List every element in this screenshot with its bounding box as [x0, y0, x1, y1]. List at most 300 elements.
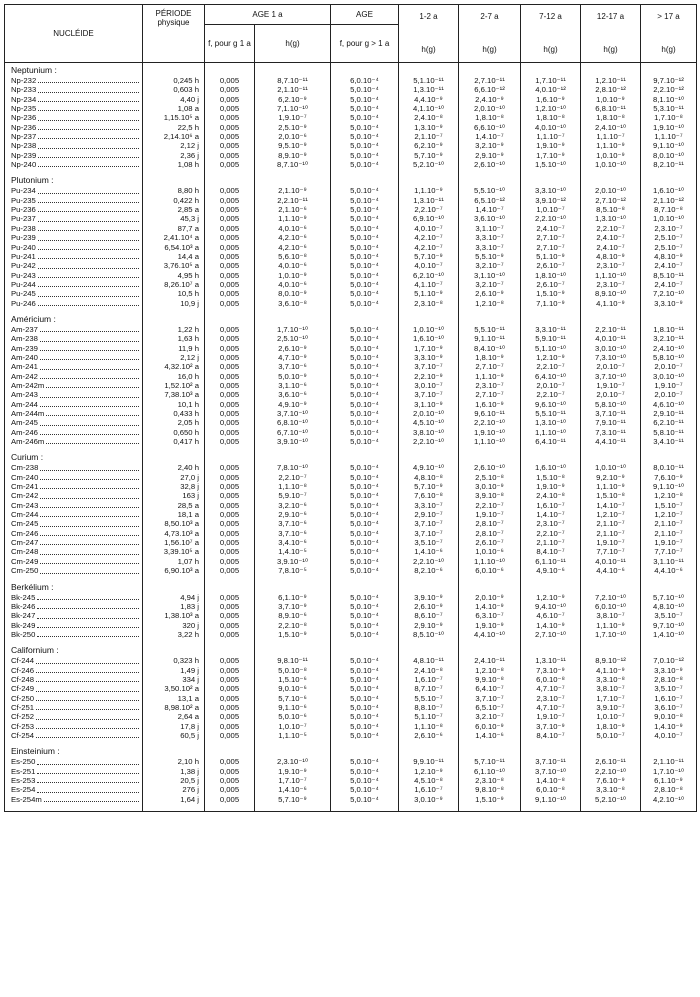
nuclide-cell [5, 463, 143, 472]
empty-cell [255, 744, 331, 757]
hg-1-2-cell: 8,7.10⁻⁷ [399, 684, 459, 693]
hg-1-2-cell: 2,9.10⁻⁹ [399, 621, 459, 630]
nuclide-cell [5, 325, 143, 334]
hg-12-17-cell: 2,0.10⁻⁷ [581, 390, 641, 399]
hg-12-17-cell: 1,3.10⁻¹⁰ [581, 214, 641, 223]
empty-cell [521, 580, 581, 593]
hg-1-2-cell: 6,9.10⁻¹⁰ [399, 214, 459, 223]
f1-cell: 0,005 [205, 233, 255, 242]
nuclide-name: Cm-248 [11, 547, 39, 557]
nuclide-name: Bk-249 [11, 620, 36, 630]
hg-12-17-cell: 1,8.10⁻⁸ [581, 113, 641, 122]
period-cell: 1,38 j [143, 767, 205, 776]
nuclide-name: Pu-239 [11, 233, 36, 243]
empty-cell [581, 643, 641, 656]
hg-17-cell: 1,9.10⁻⁷ [641, 538, 697, 547]
nuclide-name: Am-242 [11, 371, 38, 381]
f2-cell: 5,0.10⁻⁴ [331, 473, 399, 482]
table-row [5, 113, 697, 122]
nuclide-cell [5, 151, 143, 160]
hg1-cell: 6,1.10⁻⁹ [255, 593, 331, 602]
table-row [5, 767, 697, 776]
empty-cell [399, 173, 459, 186]
period-cell: 11,9 h [143, 344, 205, 353]
nuclide-cell [5, 353, 143, 362]
f2-cell: 5,0.10⁻⁴ [331, 95, 399, 104]
f2-cell: 5,0.10⁻⁴ [331, 325, 399, 334]
f1-cell: 0,005 [205, 334, 255, 343]
f2-cell: 5,0.10⁻⁴ [331, 593, 399, 602]
hg-2-7-cell: 2,5.10⁻⁸ [459, 473, 521, 482]
hg-1-2-cell: 3,7.10⁻⁷ [399, 529, 459, 538]
nuclide-cell [5, 675, 143, 684]
hg-7-12-cell: 2,1.10⁻⁷ [521, 538, 581, 547]
hg-17-cell: 3,5.10⁻⁷ [641, 611, 697, 620]
nuclide-cell [5, 271, 143, 280]
hg-2-7-cell: 3,9.10⁻⁸ [459, 491, 521, 500]
nuclide-cell [5, 362, 143, 371]
hg-12-17-cell: 3,3.10⁻⁸ [581, 785, 641, 794]
hg-2-7-cell: 9,8.10⁻⁸ [459, 785, 521, 794]
hg-7-12-cell: 1,8.10⁻¹⁰ [521, 271, 581, 280]
f2-cell: 5,0.10⁻⁴ [331, 252, 399, 261]
period-cell: 2,40 h [143, 463, 205, 472]
hg-7-12-cell: 3,3.10⁻¹⁰ [521, 186, 581, 195]
f2-cell: 5,0.10⁻⁴ [331, 731, 399, 740]
nuclide-cell [5, 712, 143, 721]
nuclide-name: Am-239 [11, 343, 38, 353]
hg-2-7-cell: 6,1.10⁻¹⁰ [459, 767, 521, 776]
hg-7-12-cell: 3,3.10⁻¹¹ [521, 325, 581, 334]
hg-7-12-cell: 9,4.10⁻¹⁰ [521, 602, 581, 611]
dot-leader [37, 773, 139, 774]
f2-cell: 5,0.10⁻⁴ [331, 113, 399, 122]
f1-cell: 0,005 [205, 224, 255, 233]
dot-leader [37, 782, 139, 783]
f1-cell: 0,005 [205, 621, 255, 630]
hg-7-12-cell: 6,4.10⁻¹⁰ [521, 372, 581, 381]
period-cell: 2,05 h [143, 418, 205, 427]
nuclide-cell [5, 214, 143, 223]
nuclide-cell [5, 289, 143, 298]
hg1-cell: 2,2.10⁻⁸ [255, 621, 331, 630]
table-row [5, 280, 697, 289]
hg-1-2-cell: 1,6.10⁻⁷ [399, 675, 459, 684]
hg-12-17-cell: 4,4.10⁻¹¹ [581, 437, 641, 446]
hg-12-17-cell: 7,3.10⁻¹⁰ [581, 353, 641, 362]
f2-cell: 5,0.10⁻⁴ [331, 785, 399, 794]
f2-cell: 5,0.10⁻⁴ [331, 224, 399, 233]
hg-2-7-cell: 3,2.10⁻⁷ [459, 280, 521, 289]
f1-cell: 0,005 [205, 243, 255, 252]
period-cell: 4,73.10³ a [143, 529, 205, 538]
dot-leader [40, 573, 139, 574]
hg-17-cell: 7,0.10⁻¹² [641, 656, 697, 665]
hg-17-cell: 8,0.10⁻¹¹ [641, 463, 697, 472]
nuclide-cell [5, 132, 143, 141]
hg-1-2-cell: 3,0.10⁻⁹ [399, 795, 459, 804]
f2-cell: 5,0.10⁻⁴ [331, 722, 399, 731]
hg-7-12-cell: 1,7.10⁻¹¹ [521, 76, 581, 85]
table-row [5, 703, 697, 712]
hg-17-cell: 9,7.10⁻¹² [641, 76, 697, 85]
hg1-cell: 2,2.10⁻⁷ [255, 473, 331, 482]
hg-7-12-cell: 2,6.10⁻⁷ [521, 280, 581, 289]
hg-1-2-cell: 7,6.10⁻⁸ [399, 491, 459, 500]
nuclide-name: Es-253 [11, 776, 36, 785]
hg-17-cell: 9,1.10⁻¹⁰ [641, 141, 697, 150]
nuclide-name: Np-236 [11, 122, 37, 132]
empty-cell [255, 643, 331, 656]
hg-12-17-cell: 2,4.10⁻⁷ [581, 233, 641, 242]
hg1-cell: 6,7.10⁻¹⁰ [255, 428, 331, 437]
dot-leader [46, 387, 139, 388]
empty-cell [581, 744, 641, 757]
dot-leader [46, 443, 139, 444]
empty-cell [459, 580, 521, 593]
hg-2-7-cell: 1,1.10⁻⁹ [459, 372, 521, 381]
hg-7-12-cell: 1,4.10⁻⁸ [521, 776, 581, 785]
dot-leader [36, 709, 139, 710]
f1-cell: 0,005 [205, 538, 255, 547]
hg1-cell: 1,0.10⁻⁷ [255, 722, 331, 731]
hg-7-12-cell: 5,5.10⁻¹¹ [521, 409, 581, 418]
hg-1-2-cell: 4,5.10⁻¹⁰ [399, 418, 459, 427]
period-cell: 60,5 j [143, 731, 205, 740]
f1-cell: 0,005 [205, 325, 255, 334]
hg-2-7-cell: 6,0.10⁻⁶ [459, 566, 521, 575]
empty-cell [205, 450, 255, 463]
hg-1-2-cell: 4,9.10⁻¹⁰ [399, 463, 459, 472]
f2-cell: 5,0.10⁻⁴ [331, 656, 399, 665]
period-cell: 2,12 j [143, 353, 205, 362]
f2-cell: 5,0.10⁻⁴ [331, 501, 399, 510]
nuclide-cell [5, 85, 143, 94]
period-cell: 2,41.10⁴ a [143, 233, 205, 242]
header-age-12-17 [581, 5, 641, 63]
f1-cell: 0,005 [205, 214, 255, 223]
table-row [5, 132, 697, 141]
table-row [5, 261, 697, 270]
hg1-cell: 1,1.10⁻⁹ [255, 214, 331, 223]
hg-1-2-cell: 2,1.10⁻⁷ [399, 132, 459, 141]
hg-12-17-cell: 6,8.10⁻¹¹ [581, 104, 641, 113]
dot-leader [40, 563, 139, 564]
empty-cell [521, 450, 581, 463]
f1-cell: 0,005 [205, 353, 255, 362]
empty-cell [331, 744, 399, 757]
dot-leader [37, 792, 139, 793]
f1-cell: 0,005 [205, 557, 255, 566]
hg-1-2-cell: 1,1.10⁻⁹ [399, 186, 459, 195]
f1-cell: 0,005 [205, 252, 255, 261]
header-hg: h(g) [543, 44, 558, 54]
table-row [5, 437, 697, 446]
nuclide-name: Pu-244 [11, 279, 36, 289]
hg-12-17-cell: 4,4.10⁻⁶ [581, 566, 641, 575]
hg-1-2-cell: 8,8.10⁻⁷ [399, 703, 459, 712]
empty-cell [641, 580, 697, 593]
hg-2-7-cell: 2,8.10⁻⁷ [459, 529, 521, 538]
hg-2-7-cell: 9,9.10⁻⁸ [459, 675, 521, 684]
f2-cell: 5,0.10⁻⁴ [331, 428, 399, 437]
nuclide-name: Pu-236 [11, 205, 36, 215]
f2-cell: 5,0.10⁻⁴ [331, 141, 399, 150]
f2-cell: 5,0.10⁻⁴ [331, 289, 399, 298]
hg-7-12-cell: 1,8.10⁻⁸ [521, 113, 581, 122]
document-page [4, 4, 696, 989]
empty-cell [331, 580, 399, 593]
nuclide-name: Cf-251 [11, 702, 35, 712]
dot-leader [40, 378, 139, 379]
nuclide-cell [5, 390, 143, 399]
table-row [5, 482, 697, 491]
dot-leader [40, 341, 139, 342]
empty-cell [521, 312, 581, 325]
hg1-cell: 5,9.10⁻⁷ [255, 491, 331, 500]
nuclide-cell [5, 482, 143, 491]
hg-12-17-cell: 1,7.10⁻⁷ [581, 694, 641, 703]
header-age-label: 1-2 a [419, 11, 438, 21]
dot-leader [40, 479, 139, 480]
hg1-cell: 4,2.10⁻⁶ [255, 243, 331, 252]
dot-leader [38, 120, 139, 121]
hg-17-cell: 7,7.10⁻⁷ [641, 547, 697, 556]
hg1-cell: 3,2.10⁻⁶ [255, 501, 331, 510]
empty-cell [641, 643, 697, 656]
hg-17-cell: 5,8.10⁻¹¹ [641, 428, 697, 437]
hg-2-7-cell: 2,9.10⁻⁹ [459, 151, 521, 160]
hg1-cell: 2,9.10⁻⁶ [255, 510, 331, 519]
hg-17-cell: 1,7.10⁻¹⁰ [641, 767, 697, 776]
hg-12-17-cell: 5,0.10⁻⁷ [581, 731, 641, 740]
hg-2-7-cell: 2,0.10⁻⁹ [459, 593, 521, 602]
hg-2-7-cell: 3,2.10⁻⁷ [459, 712, 521, 721]
nuclide-cell [5, 611, 143, 620]
hg-7-12-cell: 1,7.10⁻⁹ [521, 151, 581, 160]
hg1-cell: 3,4.10⁻⁶ [255, 538, 331, 547]
group-name: Berkélium : [5, 580, 143, 593]
hg-12-17-cell: 4,0.10⁻¹¹ [581, 334, 641, 343]
hg-7-12-cell: 2,6.10⁻⁷ [521, 261, 581, 270]
hg-12-17-cell: 1,1.10⁻⁹ [581, 482, 641, 491]
period-cell: 1,22 h [143, 325, 205, 334]
hg-1-2-cell: 3,7.10⁻⁷ [399, 519, 459, 528]
table-row [5, 325, 697, 334]
f1-cell: 0,005 [205, 409, 255, 418]
empty-cell [331, 643, 399, 656]
f1-cell: 0,005 [205, 151, 255, 160]
nuclide-cell [5, 557, 143, 566]
dot-leader [36, 691, 139, 692]
dot-leader [40, 470, 139, 471]
nuclide-name: Es-254 [11, 785, 36, 795]
nuclide-cell [5, 767, 143, 776]
empty-cell [205, 808, 255, 812]
f1-cell: 0,005 [205, 261, 255, 270]
f2-cell: 5,0.10⁻⁴ [331, 400, 399, 409]
period-cell: 1,38.10³ a [143, 611, 205, 620]
hg-2-7-cell: 2,2.10⁻¹⁰ [459, 418, 521, 427]
empty-cell [399, 312, 459, 325]
hg-17-cell: 3,4.10⁻¹¹ [641, 437, 697, 446]
table-row [5, 602, 697, 611]
nuclide-name: Cm-247 [11, 538, 39, 548]
nuclide-name: Am-243 [11, 390, 38, 400]
hg-1-2-cell: 2,6.10⁻⁹ [399, 602, 459, 611]
period-cell: 3,76.10⁵ a [143, 261, 205, 270]
f2-cell: 5,0.10⁻⁴ [331, 630, 399, 639]
f2-cell: 5,0.10⁻⁴ [331, 529, 399, 538]
hg-2-7-cell: 5,5.10⁻¹⁰ [459, 186, 521, 195]
hg1-cell: 5,0.10⁻⁸ [255, 666, 331, 675]
hg-2-7-cell: 2,4.10⁻¹¹ [459, 656, 521, 665]
f1-cell: 0,005 [205, 666, 255, 675]
f1-cell: 0,005 [205, 712, 255, 721]
header-hg: h(g) [603, 44, 618, 54]
f2-cell: 5,0.10⁻⁴ [331, 299, 399, 308]
f2-cell: 5,0.10⁻⁴ [331, 491, 399, 500]
hg-17-cell: 1,6.10⁻⁷ [641, 694, 697, 703]
header-age-7-12 [521, 5, 581, 63]
f2-cell: 5,0.10⁻⁴ [331, 104, 399, 113]
hg1-cell: 4,0.10⁻⁶ [255, 224, 331, 233]
dot-leader [38, 258, 139, 259]
hg-7-12-cell: 2,7.10⁻⁷ [521, 233, 581, 242]
hg-1-2-cell: 2,2.10⁻⁹ [399, 372, 459, 381]
hg-1-2-cell: 9,9.10⁻¹¹ [399, 757, 459, 766]
dot-leader [38, 166, 139, 167]
nuclide-name: Cm-243 [11, 500, 39, 510]
hg-17-cell: 4,8.10⁻⁹ [641, 252, 697, 261]
f2-cell: 5,0.10⁻⁴ [331, 381, 399, 390]
hg1-cell: 1,7.10⁻⁷ [255, 776, 331, 785]
hg1-cell: 1,9.10⁻⁷ [255, 113, 331, 122]
hg-1-2-cell: 1,2.10⁻⁹ [399, 767, 459, 776]
hg-1-2-cell: 1,7.10⁻⁹ [399, 344, 459, 353]
dot-leader [36, 737, 139, 738]
hg-17-cell: 4,0.10⁻⁷ [641, 731, 697, 740]
nuclide-cell [5, 196, 143, 205]
hg-7-12-cell: 3,9.10⁻¹² [521, 196, 581, 205]
hg-1-2-cell: 4,0.10⁻⁷ [399, 261, 459, 270]
hg-12-17-cell: 2,0.10⁻⁷ [581, 362, 641, 371]
header-age1: AGE 1 a [205, 5, 331, 25]
hg-17-cell: 2,0.10⁻⁷ [641, 362, 697, 371]
f1-cell: 0,005 [205, 722, 255, 731]
table-row [5, 353, 697, 362]
f1-cell: 0,005 [205, 694, 255, 703]
nuclide-cell [5, 694, 143, 703]
nuclide-cell [5, 703, 143, 712]
hg-1-2-cell: 5,7.10⁻⁹ [399, 151, 459, 160]
hg-7-12-cell: 1,9.10⁻⁷ [521, 712, 581, 721]
dot-leader [40, 488, 139, 489]
hg-17-cell: 2,4.10⁻¹⁰ [641, 344, 697, 353]
f1-cell: 0,005 [205, 757, 255, 766]
table-row [5, 694, 697, 703]
f1-cell: 0,005 [205, 675, 255, 684]
f1-cell: 0,005 [205, 547, 255, 556]
hg-7-12-cell: 3,7.10⁻⁹ [521, 722, 581, 731]
dot-leader [37, 618, 139, 619]
f1-cell: 0,005 [205, 602, 255, 611]
period-cell: 6,54.10³ a [143, 243, 205, 252]
header-f2: f, pour g > 1 a [331, 25, 399, 63]
empty-cell [641, 312, 697, 325]
hg-1-2-cell: 3,3.10⁻⁹ [399, 353, 459, 362]
hg-7-12-cell: 3,7.10⁻¹⁰ [521, 767, 581, 776]
nuclide-cell [5, 280, 143, 289]
hg-17-cell: 5,8.10⁻¹⁰ [641, 353, 697, 362]
hg-2-7-cell: 3,3.10⁻⁷ [459, 233, 521, 242]
nuclide-cell [5, 400, 143, 409]
dot-leader [38, 101, 139, 102]
hg-7-12-cell: 7,1.10⁻⁹ [521, 299, 581, 308]
f2-cell: 5,0.10⁻⁴ [331, 390, 399, 399]
hg-1-2-cell: 8,6.10⁻⁷ [399, 611, 459, 620]
nuclide-cell [5, 630, 143, 639]
hg-12-17-cell: 3,7.10⁻¹¹ [581, 409, 641, 418]
nuclide-name: Cf-249 [11, 684, 35, 694]
hg1-cell: 9,0.10⁻⁶ [255, 684, 331, 693]
table-row [5, 362, 697, 371]
hg-17-cell: 4,2.10⁻¹⁰ [641, 795, 697, 804]
nuclide-cell [5, 233, 143, 242]
table-row [5, 722, 697, 731]
f1-cell: 0,005 [205, 104, 255, 113]
hg1-cell: 7,8.10⁻⁵ [255, 566, 331, 575]
dose-coefficient-table [4, 4, 697, 812]
nuclide-cell [5, 123, 143, 132]
nuclide-name: Cf-244 [11, 656, 35, 666]
nuclide-name: Np-236 [11, 113, 37, 123]
hg1-cell: 3,7.10⁻⁹ [255, 602, 331, 611]
period-cell: 2,12 j [143, 141, 205, 150]
hg1-cell: 5,7.10⁻⁹ [255, 795, 331, 804]
hg1-cell: 9,5.10⁻⁹ [255, 141, 331, 150]
dot-leader [38, 277, 139, 278]
hg-12-17-cell: 1,2.10⁻⁷ [581, 510, 641, 519]
hg-17-cell: 3,1.10⁻¹¹ [641, 557, 697, 566]
f1-cell: 0,005 [205, 141, 255, 150]
f2-cell: 5,0.10⁻⁴ [331, 186, 399, 195]
hg1-cell: 8,9.10⁻⁶ [255, 611, 331, 620]
table-row [5, 299, 697, 308]
period-cell: 320 j [143, 621, 205, 630]
hg-1-2-cell: 1,6.10⁻⁷ [399, 785, 459, 794]
hg-1-2-cell: 6,2.10⁻⁹ [399, 141, 459, 150]
empty-cell [521, 643, 581, 656]
hg-2-7-cell: 1,1.10⁻¹⁰ [459, 557, 521, 566]
hg-1-2-cell: 5,7.10⁻⁹ [399, 252, 459, 261]
hg1-cell: 2,5.10⁻⁹ [255, 123, 331, 132]
hg-1-2-cell: 5,5.10⁻⁷ [399, 694, 459, 703]
dot-leader [37, 636, 139, 637]
header-age: AGE [331, 5, 399, 25]
period-cell: 22,5 h [143, 123, 205, 132]
f1-cell: 0,005 [205, 656, 255, 665]
hg-7-12-cell: 2,7.10⁻⁷ [521, 243, 581, 252]
nuclide-name: Bk-247 [11, 611, 36, 621]
table-row [5, 593, 697, 602]
f2-cell: 5,0.10⁻⁴ [331, 205, 399, 214]
hg1-cell: 3,7.10⁻⁶ [255, 529, 331, 538]
nuclide-name: Am-238 [11, 334, 38, 344]
table-row [5, 510, 697, 519]
header-age-label: 7-12 a [539, 11, 562, 21]
f2-cell: 5,0.10⁻⁴ [331, 519, 399, 528]
